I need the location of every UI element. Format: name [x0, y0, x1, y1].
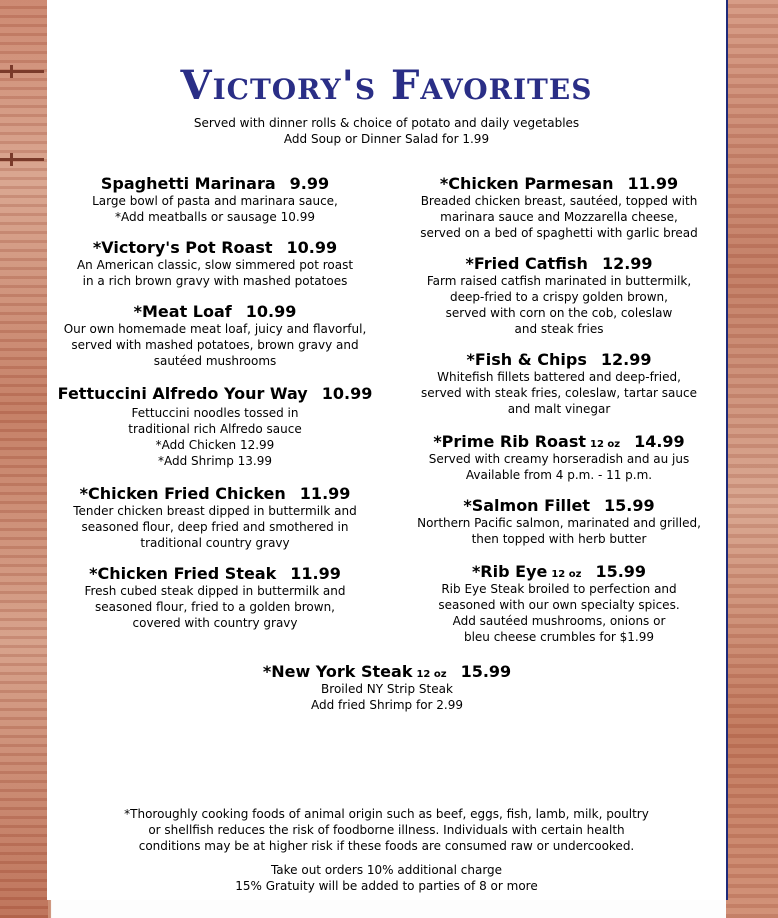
item-addon: *Add Chicken 12.99 — [155, 438, 275, 452]
menu-title: Victory's Favorites — [180, 62, 593, 109]
item-desc: seasoned flour, fried to a golden brown, — [95, 600, 335, 614]
menu-item — [399, 174, 719, 241]
item-desc: Large bowl of pasta and marinara sauce, — [92, 194, 338, 208]
item-desc: Broiled NY Strip Steak — [321, 682, 453, 696]
item-price: 10.99 — [321, 384, 373, 403]
item-desc: Available from 4 p.m. - 11 p.m. — [465, 468, 653, 482]
item-desc: Northern Pacific salmon, marinated and grilled, — [417, 516, 701, 530]
item-price: 12.99 — [600, 350, 652, 369]
item-price: 10.99 — [286, 238, 338, 257]
item-price: 12.99 — [601, 254, 653, 273]
item-size: 12 oz — [551, 569, 582, 580]
takeout-note: Take out orders 10% additional charge — [270, 863, 503, 877]
item-price: 11.99 — [290, 564, 341, 583]
item-desc: *Add meatballs or sausage 10.99 — [115, 210, 315, 224]
item-price: 10.99 — [245, 302, 297, 321]
item-name: *Chicken Fried Steak — [89, 564, 277, 583]
background-texture-left — [0, 0, 48, 918]
item-desc: in a rich brown gravy with mashed potatoes — [82, 274, 348, 288]
item-name: *Salmon Fillet — [463, 496, 591, 515]
item-desc: served with mashed potatoes, brown gravy and — [71, 338, 359, 352]
item-name: *Prime Rib Roast — [433, 432, 586, 451]
item-desc: served with corn on the cob, coleslaw — [445, 306, 673, 320]
item-name: *Chicken Fried Chicken — [79, 484, 286, 503]
item-name: *Meat Loaf — [133, 302, 232, 321]
menu-page — [47, 0, 728, 900]
item-desc: Farm raised catfish marinated in buttermilk, — [426, 274, 692, 288]
item-desc: deep-fried to a crispy golden brown, — [450, 290, 668, 304]
item-desc: served on a bed of spaghetti with garlic bread — [420, 226, 698, 240]
item-price: 15.99 — [604, 496, 655, 515]
item-desc: seasoned flour, deep fried and smothered in — [81, 520, 349, 534]
item-price: 14.99 — [634, 432, 685, 451]
background-texture-right — [726, 0, 778, 918]
item-addon: *Add Shrimp 13.99 — [157, 454, 272, 468]
menu-item — [227, 662, 547, 713]
menu-item — [399, 254, 719, 337]
item-desc: traditional rich Alfredo sauce — [128, 422, 302, 436]
menu-subtitle-addon: Add Soup or Dinner Salad for 1.99 — [283, 132, 490, 146]
item-desc: Served with creamy horseradish and au jus — [428, 452, 690, 466]
item-desc: covered with country gravy — [132, 616, 298, 630]
item-size: 12 oz — [589, 439, 621, 450]
menu-subtitle: Served with dinner rolls & choice of potato and daily vegetables — [193, 116, 580, 130]
item-name: *Fish & Chips — [466, 350, 587, 369]
menu-item — [55, 174, 375, 225]
item-desc: marinara sauce and Mozzarella cheese, — [440, 210, 678, 224]
item-price: 9.99 — [289, 174, 330, 193]
item-desc: Fettuccini noodles tossed in — [131, 406, 299, 420]
menu-item — [55, 564, 375, 631]
item-desc: Our own homemade meat loaf, juicy and flavorful, — [63, 322, 367, 336]
menu-item — [399, 496, 719, 547]
item-name: *Fried Catfish — [465, 254, 588, 273]
menu-item — [399, 562, 719, 645]
item-desc: Add sautéed mushrooms, onions or — [452, 614, 666, 628]
food-safety-warning: *Thoroughly cooking foods of animal origin such as beef, eggs, fish, lamb, milk, poultry or shellfish reduces the risk of foodborne illness. Individuals with certain health conditions may be at higher risk if these foods are consumed raw or undercooked. — [124, 807, 649, 853]
item-desc: Add fried Shrimp for 2.99 — [311, 698, 463, 712]
menu-item — [55, 238, 375, 289]
item-desc: Fresh cubed steak dipped in buttermilk and — [84, 584, 346, 598]
menu-item — [399, 350, 719, 417]
item-desc: and malt vinegar — [507, 402, 611, 416]
item-desc: and steak fries — [514, 322, 604, 336]
item-name: Fettuccini Alfredo Your Way — [57, 384, 308, 403]
gratuity-note: 15% Gratuity will be added to parties of 8 or more — [235, 879, 538, 893]
menu-item — [55, 302, 375, 369]
menu-item — [55, 384, 375, 469]
item-desc: sautéed mushrooms — [153, 354, 277, 368]
item-desc: traditional country gravy — [140, 536, 290, 550]
item-desc: Rib Eye Steak broiled to perfection and — [441, 582, 677, 596]
item-price: 15.99 — [460, 662, 512, 681]
item-desc: Whitefish fillets battered and deep-fried, — [437, 370, 681, 384]
item-price: 11.99 — [627, 174, 679, 193]
barbed-wire-decoration — [0, 158, 44, 161]
item-name: *Rib Eye — [471, 562, 548, 581]
item-price: 11.99 — [299, 484, 351, 503]
item-name: Spaghetti Marinara — [100, 174, 276, 193]
menu-item — [55, 484, 375, 551]
item-size: 12 oz — [416, 669, 447, 680]
item-desc: served with steak fries, coleslaw, tartar sauce — [421, 386, 697, 400]
item-desc: seasoned with our own specialty spices. — [438, 598, 680, 612]
item-name: *Chicken Parmesan — [439, 174, 614, 193]
item-desc: An American classic, slow simmered pot roast — [76, 258, 354, 272]
item-name: *Victory's Pot Roast — [92, 238, 273, 257]
item-desc: Tender chicken breast dipped in buttermilk and — [73, 504, 357, 518]
item-desc: bleu cheese crumbles for $1.99 — [463, 630, 655, 644]
item-name: *New York Steak — [262, 662, 413, 681]
barbed-wire-decoration — [0, 70, 44, 73]
menu-item — [399, 432, 719, 483]
item-desc: then topped with herb butter — [471, 532, 647, 546]
item-desc: Breaded chicken breast, sautéed, topped with — [420, 194, 698, 208]
item-price: 15.99 — [595, 562, 647, 581]
